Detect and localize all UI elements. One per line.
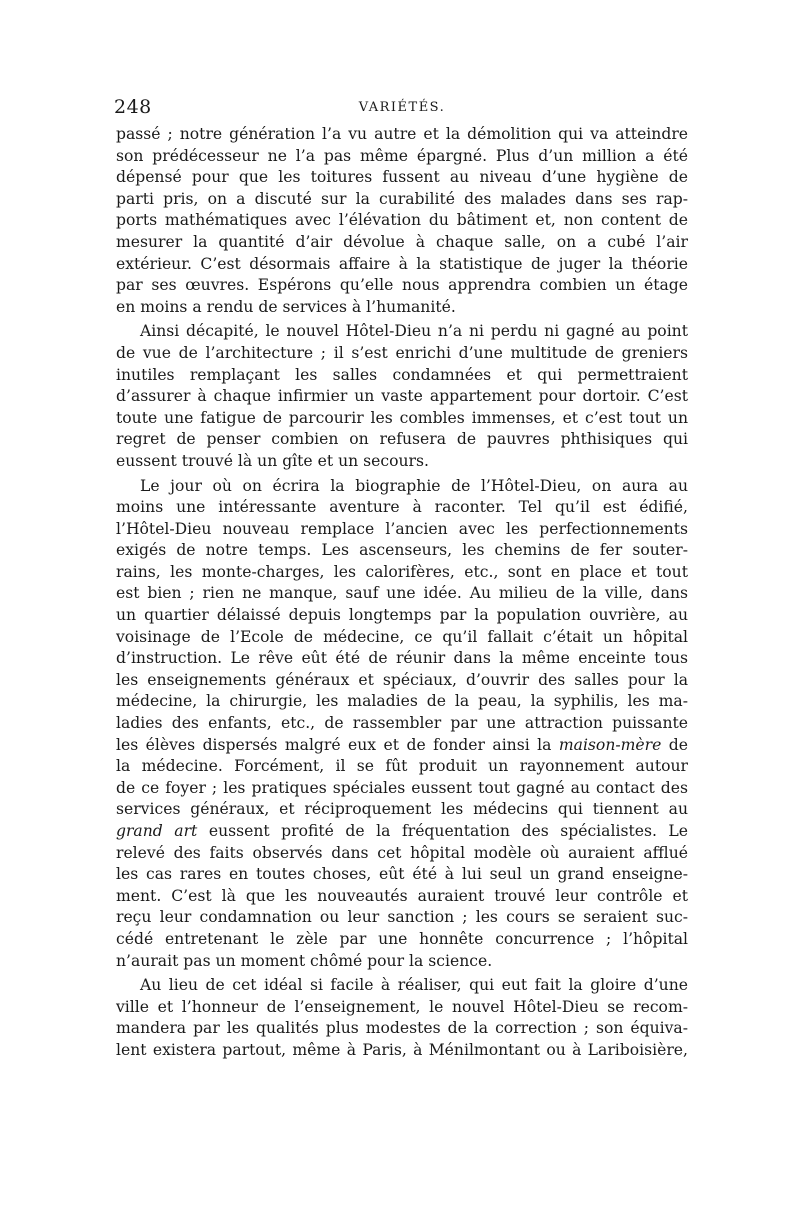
text-line: d’instruction. Le rêve eût été de réunir dans la même enceinte tous <box>116 649 688 668</box>
text-line: voisinage de l’Ecole de médecine, ce qu’il fallait c’était un hôpital <box>116 627 688 646</box>
text-line: par ses œuvres. Espérons qu’elle nous apprendra combien un étage <box>116 276 688 295</box>
text-segment: eussent profité de la fréquentation des spécialistes. Le <box>197 822 689 840</box>
text-line: est bien ; rien ne manque, sauf une idée. Au milieu de la ville, dans <box>116 584 688 603</box>
text-line: reçu leur condamnation ou leur sanction ; les cours se seraient suc- <box>116 908 688 927</box>
text-line: les enseignements généraux et spéciaux, d’ouvrir des salles pour la <box>116 670 688 689</box>
text-line: eussent trouvé là un gîte et un secours. <box>116 451 429 470</box>
text-line: son prédécesseur ne l’a pas même épargné. Plus d’un million a été <box>116 146 688 165</box>
text-line: services généraux, et réciproquement les médecins qui tiennent au <box>116 800 688 819</box>
text-segment: les élèves dispersés malgré eux et de fonder ainsi la <box>116 735 559 754</box>
text-line: dépensé pour que les toitures fussent au niveau d’une hygiène de <box>116 168 688 187</box>
text-line: Ainsi décapité, le nouvel Hôtel-Dieu n’a ni perdu ni gagné au point <box>140 322 688 341</box>
text-line: n’aurait pas un moment chômé pour la science. <box>116 951 493 970</box>
text-line: la médecine. Forcément, il se fût produit un rayonnement autour <box>116 757 688 776</box>
text-line: exigés de notre temps. Les ascenseurs, les chemins de fer souter- <box>116 541 688 560</box>
text-line: médecine, la chirurgie, les maladies de la peau, la syphilis, les ma- <box>116 692 688 711</box>
running-title: VARIÉTÉS. <box>358 100 446 115</box>
text-line: de ce foyer ; les pratiques spéciales eussent tout gagné au contact des <box>116 778 688 797</box>
text-line: l’Hôtel-Dieu nouveau remplace l’ancien avec les perfectionnements <box>116 519 688 538</box>
text-line: Le jour où on écrira la biographie de l’Hôtel-Dieu, on aura au <box>140 476 688 495</box>
text-line: les cas rares en toutes choses, eût été à lui seul un grand enseigne- <box>116 865 688 884</box>
text-line: ports mathématiques avec l’élévation du bâtiment et, non content de <box>116 211 688 230</box>
text-line: passé ; notre génération l’a vu autre et la démolition qui va atteindre <box>116 125 688 143</box>
page-header <box>116 96 688 124</box>
text-line: de vue de l’architecture ; il s’est enrichi d’une multitude de greniers <box>116 343 688 362</box>
page-number: 248 <box>114 96 152 118</box>
text-line: ment. C’est là que les nouveautés auraient trouvé leur contrôle et <box>116 886 688 905</box>
paragraph-3 <box>116 476 688 973</box>
text-line: Au lieu de cet idéal si facile à réaliser, qui eut fait la gloire d’une <box>140 976 688 995</box>
text-line: cédé entretenant le zèle par une honnête concurrence ; l’hôpital <box>116 929 688 948</box>
text-line-with-italic <box>116 821 688 843</box>
text-line: ville et l’honneur de l’enseignement, le nouvel Hôtel-Dieu se recom- <box>116 997 688 1016</box>
text-line: inutiles remplaçant les salles condamnées et qui permettraient <box>116 365 688 384</box>
book-page <box>116 96 688 1062</box>
paragraph-2 <box>116 321 688 472</box>
text-line: parti pris, on a discuté sur la curabilité des malades dans ses rap- <box>116 189 688 208</box>
text-line: relevé des faits observés dans cet hôpital modèle où auraient afflué <box>116 843 688 862</box>
paragraph-1 <box>116 124 688 318</box>
text-line-with-italic <box>116 735 688 757</box>
text-line: moins une intéressante aventure à raconter. Tel qu’il est édifié, <box>116 498 688 517</box>
italic-term: grand art <box>116 822 198 840</box>
text-segment: de <box>661 735 688 754</box>
text-line: lent existera partout, même à Paris, à Ménilmontant ou à Lariboisière, <box>116 1040 688 1059</box>
text-line: rains, les monte-charges, les calorifères, etc., sont en place et tout <box>116 562 688 581</box>
text-line: extérieur. C’est désormais affaire à la statistique de juger la théorie <box>116 254 688 273</box>
italic-term: maison-mère <box>558 735 662 754</box>
paragraph-4 <box>116 975 688 1061</box>
text-line: mesurer la quantité d’air dévolue à chaque salle, on a cubé l’air <box>116 232 688 251</box>
text-line: d’assurer à chaque infirmier un vaste appartement pour dortoir. C’est <box>116 387 688 406</box>
text-line: regret de penser combien on refusera de pauvres phthisiques qui <box>116 430 688 449</box>
text-line: en moins a rendu de services à l’humanité. <box>116 297 456 316</box>
text-line: mandera par les qualités plus modestes de la correction ; son équiva- <box>116 1019 688 1038</box>
text-line: toute une fatigue de parcourir les combles immenses, et c’est tout un <box>116 408 688 427</box>
text-line: ladies des enfants, etc., de rassembler par une attraction puissante <box>116 714 688 733</box>
text-line: un quartier délaissé depuis longtemps par la population ouvrière, au <box>116 606 688 625</box>
